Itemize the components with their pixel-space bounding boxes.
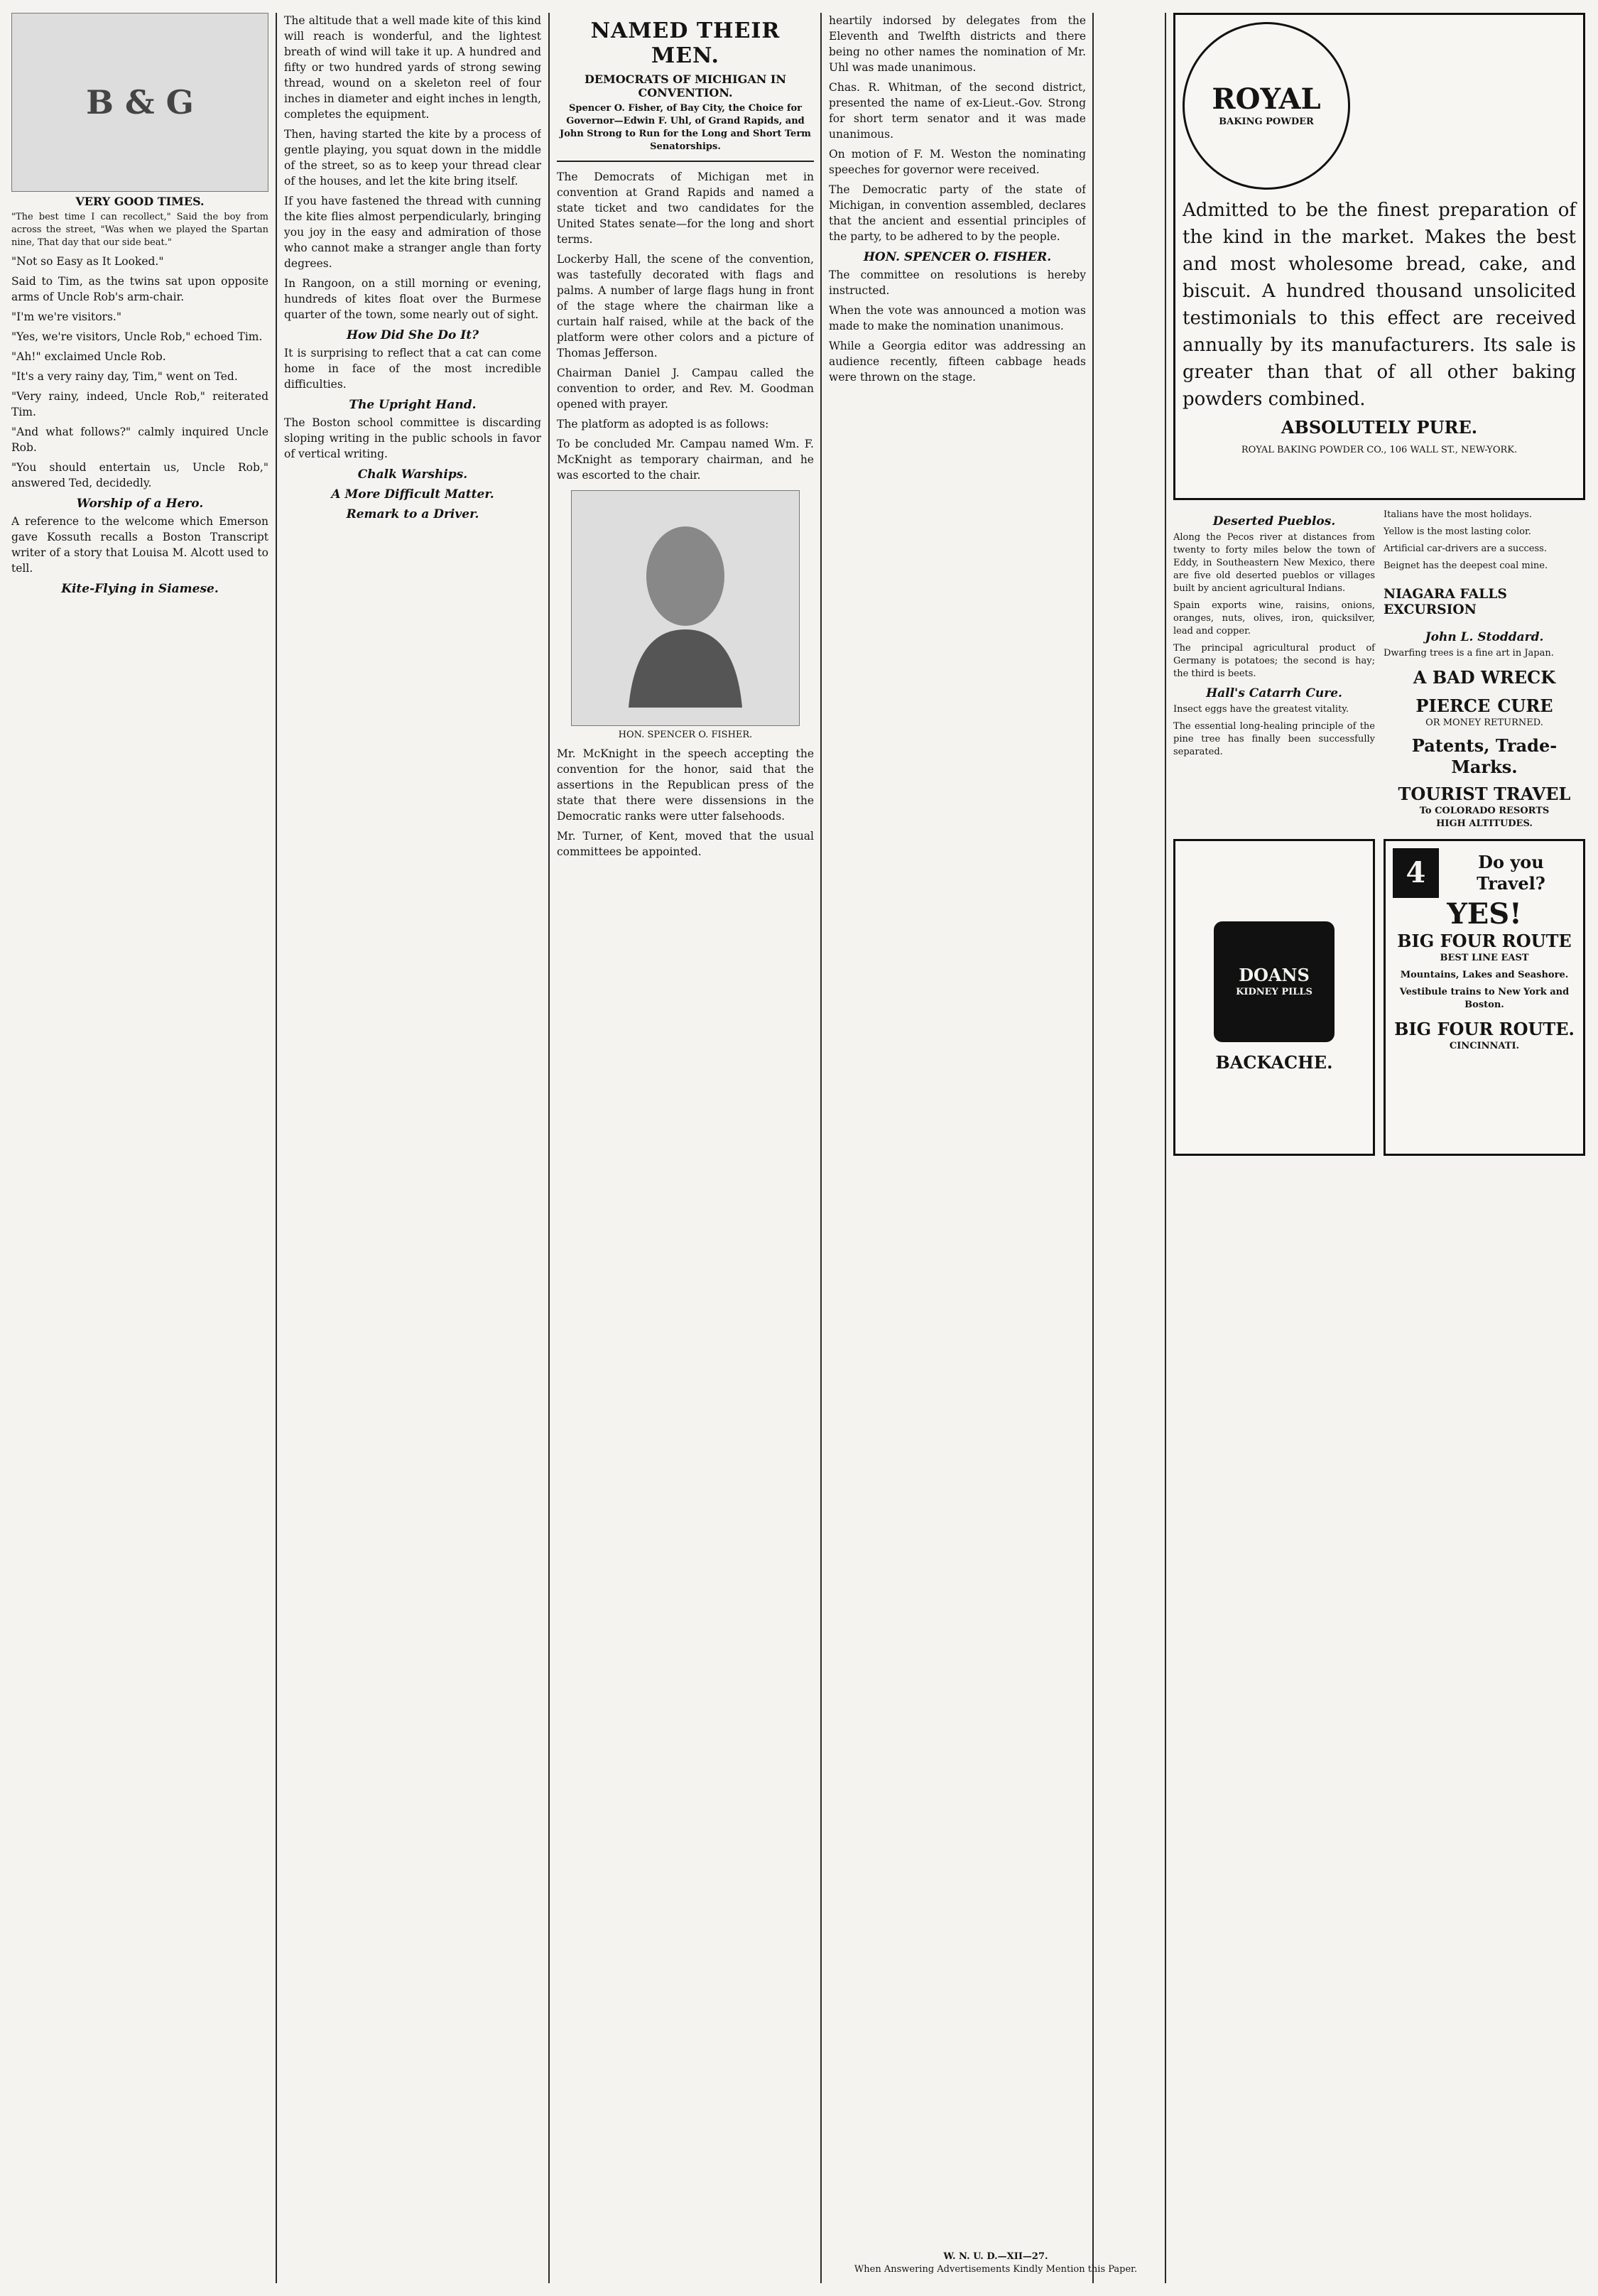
vestibule: Vestibule trains to New York and Boston. [1399,987,1570,1011]
wnu-footer [829,2251,1163,2276]
paragraph: While a Georgia editor was addressing an audience recently, fifteen cabbage heads were thrown on the stage. [829,340,1086,384]
subhead: DEMOCRATS OF MICHIGAN IN CONVENTION. [584,72,787,99]
paragraph: "Yes, we're visitors, Uncle Rob," echoed Tim. [11,330,263,343]
do-you-travel: Do you Travel? [1477,852,1545,894]
route: BIG FOUR ROUTE [1397,931,1572,952]
paragraph: Spain exports wine, raisins, onions, oranges, nuts, olives, iron, quicksilver, lead and copper. [1173,600,1375,637]
section-heading: HON. SPENCER O. FISHER. [863,250,1052,264]
section-heading: Deserted Pueblos. [1212,514,1336,529]
column-rule [548,13,550,2283]
paragraph: It is surprising to reflect that a cat can come home in face of the most incredible difficulties. [284,347,541,391]
column-rule [1092,13,1094,2283]
royal-logo [1183,22,1350,190]
paragraph: "And what follows?" calmly inquired Uncle Rob. [11,426,268,454]
pierce-word: PIERCE [1415,695,1491,717]
doans-ad [1173,839,1375,1156]
paragraph: Insect eggs have the greatest vitality. [1173,704,1349,715]
paragraph: "It's a very rainy day, Tim," went on Ted. [11,370,238,383]
divider [557,161,814,162]
patents-ad: Patents, Trade-Marks. [1411,735,1558,778]
travel-ad [1384,839,1585,1156]
paragraph: "Not so Easy as It Looked." [11,255,164,268]
paragraph: "You should entertain us, Uncle Rob," answered Ted, decidedly. [11,461,268,489]
paragraph: To be concluded Mr. Campau named Wm. F. McKnight as temporary chairman, and he was escorted to the chair. [557,438,814,482]
paragraph: Italians have the most holidays. [1384,509,1532,520]
column-3 [557,13,814,2283]
column-ads [1173,13,1585,2283]
boys-girls-illustration: B & G [11,13,268,192]
notes-row [1173,509,1585,830]
section-heading: Worship of a Hero. [76,497,204,511]
bad-wreck-ad: A BAD WRECK [1413,667,1556,688]
best-line: BEST LINE EAST [1440,953,1529,964]
paragraph: Said to Tim, as the twins sat upon opposite arms of Uncle Rob's arm-chair. [11,275,268,303]
section-heading: Chalk Warships. [357,467,468,482]
portrait-caption: HON. SPENCER O. FISHER. [618,730,753,740]
cure-word: CURE [1497,695,1553,717]
section-heading: NIAGARA FALLS EXCURSION [1384,585,1507,617]
paragraph: heartily indorsed by delegates from the Eleventh and Twelfth districts and there being no other names the nomination of Mr. Uhl was made unanimous. [829,14,1086,74]
column-rule [1165,13,1166,2283]
article-body [11,254,268,491]
yes: YES! [1447,897,1522,931]
paragraph: When the vote was announced a motion was made to make the nomination unanimous. [829,304,1086,332]
tourist-hi: HIGH ALTITUDES. [1436,818,1533,830]
notes-left [1173,509,1375,830]
pierce-ad [1384,695,1585,717]
portrait-icon [614,509,756,708]
paragraph: Lockerby Hall, the scene of the convention, was tastefully decorated with flags and palms. A number of large flags hung in front of the stage where the chairman like a curtain half raised, while at the back of the platform were other colors and a picture of Thomas Jefferson. [557,253,814,359]
backache: BACKACHE. [1215,1052,1333,1073]
doans-leaf-icon [1214,921,1335,1042]
paragraph: Artificial car-drivers are a success. [1384,543,1547,554]
column-1 [11,13,268,2283]
paragraph: The altitude that a well made kite of this kind will reach is wonderful, and the lightest breath of wind will take it up. A hundred and fifty or two hundred yards of strong sewing thread, wound on a skeleton reel of four inches in diameter and eight inches in length, completes the equipment. [284,14,541,121]
paragraph: Yellow is the most lasting color. [1384,526,1531,537]
tourist-sub: To COLORADO RESORTS [1419,806,1550,817]
paragraph: "I'm we're visitors." [11,310,121,323]
column-gutter [1101,13,1159,2283]
section-heading: Remark to a Driver. [346,507,479,521]
kidney-pills: KIDNEY PILLS [1236,987,1312,998]
wnu-sub: When Answering Advertisements Kindly Mention this Paper. [854,2264,1138,2275]
royal-address: ROYAL BAKING POWDER CO., 106 WALL ST., NEW-YORK. [1241,445,1518,455]
intro-verse: "The best time I can recollect," Said the boy from across the street, "Was when we played the Spartan nine, That day that our side beat." [11,212,268,248]
paragraph: If you have fastened the thread with cunning the kite flies almost perpendicularly, bringing you joy in the easy and admiration of those who cannot make a stranger angle than forty degrees. [284,195,541,270]
paragraph: Beignet has the deepest coal mine. [1384,561,1548,571]
paragraph: Along the Pecos river at distances from twenty to forty miles below the town of Eddy, in Southeastern New Mexico, there are five old deserted pueblos or villages built by ancient agricultural Indians. [1173,532,1375,594]
column-4 [829,13,1086,2283]
royal-tagline: ABSOLUTELY PURE. [1281,417,1478,438]
feature-title: VERY GOOD TIMES. [75,195,205,208]
column-rule [820,13,822,2283]
column-rule [276,13,277,2283]
deck: Spencer O. Fisher, of Bay City, the Choice for Governor—Edwin F. Uhl, of Grand Rapids, and John Strong to Run for the Long and Short Term Senatorships. [560,103,811,152]
section-heading: Hall's Catarrh Cure. [1206,686,1342,700]
paragraph: On motion of F. M. Weston the nominating speeches for governor were received. [829,148,1086,176]
paragraph: Dwarfing trees is a fine art in Japan. [1384,648,1554,659]
mountains: Mountains, Lakes and Seashore. [1400,970,1569,981]
column-2 [284,13,541,2283]
royal-sub: BAKING POWDER [1219,117,1314,127]
paragraph: Then, having started the kite by a process of gentle playing, you squat down in the middle of the street, so as to keep your thread clear of the houses, and let the kite bring itself. [284,128,541,188]
paragraph: The Democratic party of the state of Michigan, in convention assembled, declares that the ancient and essential principles of the party, to be adhered to by the people. [829,183,1086,243]
doans-word: DOANS [1239,965,1310,986]
bottom-ads [1173,839,1585,1156]
paragraph: Chairman Daniel J. Campau called the convention to order, and Rev. M. Goodman opened with prayer. [557,367,814,411]
paragraph: "Ah!" exclaimed Uncle Rob. [11,350,166,363]
headline: NAMED THEIR MEN. [590,18,781,68]
footer-route: BIG FOUR ROUTE. [1394,1019,1575,1040]
paragraph: Mr. Turner, of Kent, moved that the usual committees be appointed. [557,830,814,858]
paragraph: A reference to the welcome which Emerson gave Kossuth recalls a Boston Transcript writer of a story that Louisa M. Alcott used to tell. [11,515,268,575]
paragraph: In Rangoon, on a still morning or evening, hundreds of kites float over the Burmese quarter of the town, some nearly out of sight. [284,277,541,321]
section-heading: Kite-Flying in Siamese. [61,582,219,596]
portrait-image [571,490,800,726]
section-heading: John L. Stoddard. [1425,630,1544,645]
wnu-code: W. N. U. D.—XII—27. [943,2251,1048,2262]
paragraph: The committee on resolutions is hereby instructed. [829,269,1086,297]
section-heading: How Did She Do It? [346,328,479,342]
section-heading: The Upright Hand. [349,398,477,412]
paragraph: Chas. R. Whitman, of the second district, presented the name of ex-Lieut.-Gov. Strong for short term senator and it was made unanimous. [829,81,1086,141]
royal-text: Admitted to be the finest preparation of the kind in the market. Makes the best and most wholesome bread, cake, and biscuit. A hundred thousand unsolicited testimonials to this effect are received annually by its manufacturers. Its sale is greater than that of all other baking powders combined. [1183,200,1576,410]
royal-brand: ROYAL [1212,82,1321,116]
section-heading: A More Difficult Matter. [331,487,494,502]
paragraph: The principal agricultural product of Germany is potatoes; the second is hay; the third is beets. [1173,643,1375,679]
notes-right [1384,509,1585,830]
paragraph: The Democrats of Michigan met in convention at Grand Rapids and named a state ticket and two candidates for the United States senate—for the long and short terms. [557,170,814,246]
footer-city: CINCINNATI. [1449,1041,1520,1052]
paragraph: The platform as adopted is as follows: [557,418,769,430]
four-badge: 4 [1393,848,1439,898]
paragraph: The essential long-healing principle of the pine tree has finally been successfully separated. [1173,721,1375,757]
paragraph: Mr. McKnight in the speech accepting the convention for the honor, said that the assertions in the Republican press of the state that there were dissensions in the Democratic ranks were utter falsehoods. [557,747,814,823]
paragraph: The Boston school committee is discarding sloping writing in the public schools in favor of vertical writing. [284,416,541,460]
pierce-sub: OR MONEY RETURNED. [1425,718,1543,729]
royal-baking-ad [1173,13,1585,500]
tourist-title: TOURIST TRAVEL [1398,784,1571,805]
paragraph: "Very rainy, indeed, Uncle Rob," reiterated Tim. [11,390,268,418]
